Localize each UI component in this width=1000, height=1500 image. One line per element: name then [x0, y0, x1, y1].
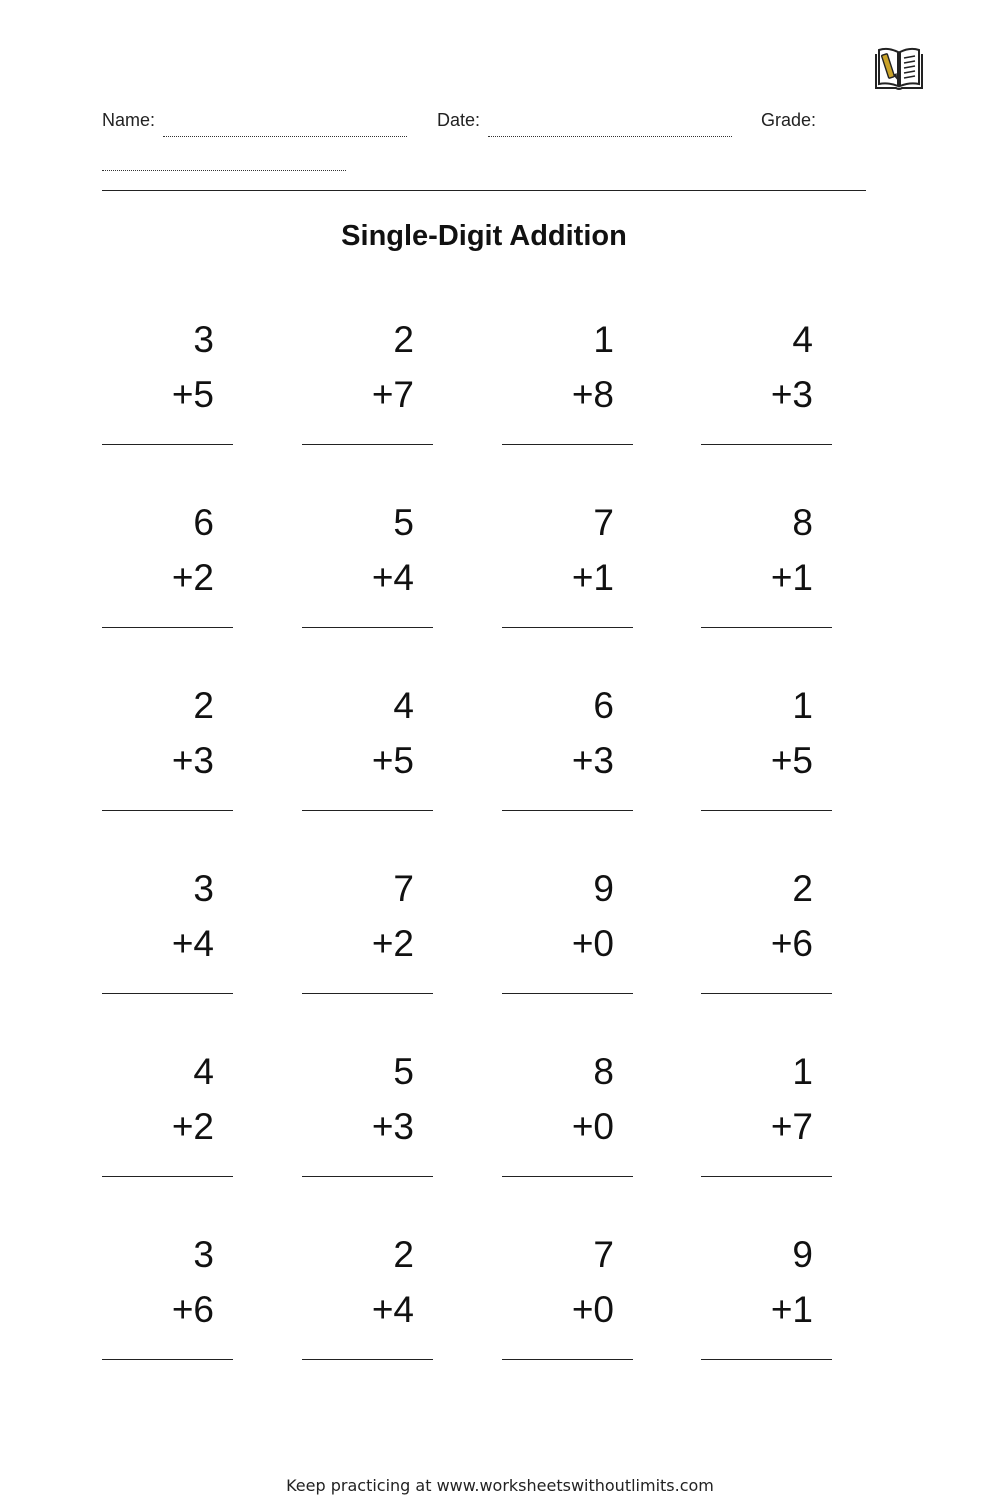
- addend-bottom: +4: [171, 923, 214, 964]
- addend-bottom: +2: [171, 557, 214, 598]
- addition-problem: [502, 1235, 632, 1365]
- addend-top: 1: [792, 1051, 813, 1092]
- addend-top: 2: [792, 868, 813, 909]
- addend-bottom: +7: [770, 1106, 813, 1147]
- addend-bottom: +1: [770, 1289, 813, 1330]
- addend-top: 7: [593, 1234, 614, 1275]
- addend-top: 5: [393, 1051, 414, 1092]
- addend-top: 4: [393, 685, 414, 726]
- answer-line[interactable]: [701, 1359, 832, 1360]
- addend-bottom: +6: [770, 923, 813, 964]
- addition-problem: [502, 503, 632, 633]
- grade-label: Grade:: [761, 110, 817, 130]
- addend-bottom: +5: [171, 374, 214, 415]
- addend-bottom: +1: [770, 557, 813, 598]
- answer-line[interactable]: [302, 993, 433, 994]
- addition-problem: [502, 869, 632, 999]
- addend-top: 1: [792, 685, 813, 726]
- addition-problem: [102, 320, 232, 450]
- addition-problem: [502, 686, 632, 816]
- addend-top: 3: [193, 868, 214, 909]
- addend-bottom: +6: [171, 1289, 214, 1330]
- addend-top: 9: [593, 868, 614, 909]
- answer-line[interactable]: [102, 810, 233, 811]
- addition-problem: [102, 503, 232, 633]
- answer-line[interactable]: [102, 993, 233, 994]
- addition-problem: [701, 1052, 831, 1182]
- answer-line[interactable]: [302, 1359, 433, 1360]
- answer-line[interactable]: [102, 627, 233, 628]
- addition-problem: [701, 320, 831, 450]
- addition-problem: [302, 320, 432, 450]
- addition-problem: [302, 1235, 432, 1365]
- addition-problem: [701, 869, 831, 999]
- addition-problem: [502, 320, 632, 450]
- addend-top: 3: [193, 319, 214, 360]
- answer-line[interactable]: [701, 1176, 832, 1177]
- addend-top: 7: [393, 868, 414, 909]
- addition-problem: [102, 869, 232, 999]
- answer-line[interactable]: [102, 1359, 233, 1360]
- addend-bottom: +7: [371, 374, 414, 415]
- header-divider: [102, 190, 866, 191]
- addend-top: 8: [792, 502, 813, 543]
- answer-line[interactable]: [701, 993, 832, 994]
- addition-problem: [302, 686, 432, 816]
- answer-line[interactable]: [701, 810, 832, 811]
- answer-line[interactable]: [502, 810, 633, 811]
- addition-problem: [302, 869, 432, 999]
- addend-top: 2: [393, 319, 414, 360]
- addition-problem: [102, 1052, 232, 1182]
- addition-problem: [701, 686, 831, 816]
- date-field[interactable]: [488, 136, 732, 137]
- open-book-pencil-icon: [872, 44, 926, 94]
- addend-bottom: +2: [371, 923, 414, 964]
- addend-bottom: +3: [770, 374, 813, 415]
- addend-bottom: +0: [571, 1106, 614, 1147]
- addend-top: 5: [393, 502, 414, 543]
- addition-problem: [701, 503, 831, 633]
- addend-top: 7: [593, 502, 614, 543]
- addend-top: 9: [792, 1234, 813, 1275]
- addend-top: 4: [193, 1051, 214, 1092]
- answer-line[interactable]: [502, 444, 633, 445]
- addition-problem: [302, 1052, 432, 1182]
- addend-top: 3: [193, 1234, 214, 1275]
- addend-bottom: +4: [371, 557, 414, 598]
- answer-line[interactable]: [302, 444, 433, 445]
- answer-line[interactable]: [302, 1176, 433, 1177]
- addend-bottom: +0: [571, 1289, 614, 1330]
- addend-top: 2: [193, 685, 214, 726]
- addend-bottom: +3: [571, 740, 614, 781]
- addition-problem: [102, 1235, 232, 1365]
- answer-line[interactable]: [302, 627, 433, 628]
- addend-bottom: +0: [571, 923, 614, 964]
- addend-top: 8: [593, 1051, 614, 1092]
- addend-top: 4: [792, 319, 813, 360]
- answer-line[interactable]: [701, 444, 832, 445]
- addend-bottom: +8: [571, 374, 614, 415]
- addend-bottom: +2: [171, 1106, 214, 1147]
- answer-line[interactable]: [701, 627, 832, 628]
- answer-line[interactable]: [502, 1176, 633, 1177]
- addition-problem: [102, 686, 232, 816]
- addend-bottom: +4: [371, 1289, 414, 1330]
- addition-problem: [701, 1235, 831, 1365]
- addend-bottom: +5: [371, 740, 414, 781]
- date-label: Date:: [437, 110, 481, 130]
- name-field[interactable]: [163, 136, 407, 137]
- grade-field[interactable]: [102, 170, 346, 171]
- addition-problem: [302, 503, 432, 633]
- answer-line[interactable]: [502, 1359, 633, 1360]
- answer-line[interactable]: [102, 444, 233, 445]
- page-title: Single-Digit Addition: [341, 220, 627, 252]
- name-label: Name:: [102, 110, 156, 130]
- addend-bottom: +1: [571, 557, 614, 598]
- addition-problem: [502, 1052, 632, 1182]
- addend-top: 1: [593, 319, 614, 360]
- answer-line[interactable]: [302, 810, 433, 811]
- addend-top: 6: [593, 685, 614, 726]
- addend-bottom: +3: [371, 1106, 414, 1147]
- footer-text: Keep practicing at www.worksheetswithoutlimits.com: [286, 1476, 714, 1495]
- addend-bottom: +3: [171, 740, 214, 781]
- answer-line[interactable]: [502, 993, 633, 994]
- answer-line[interactable]: [102, 1176, 233, 1177]
- addend-top: 2: [393, 1234, 414, 1275]
- answer-line[interactable]: [502, 627, 633, 628]
- addend-top: 6: [193, 502, 214, 543]
- addend-bottom: +5: [770, 740, 813, 781]
